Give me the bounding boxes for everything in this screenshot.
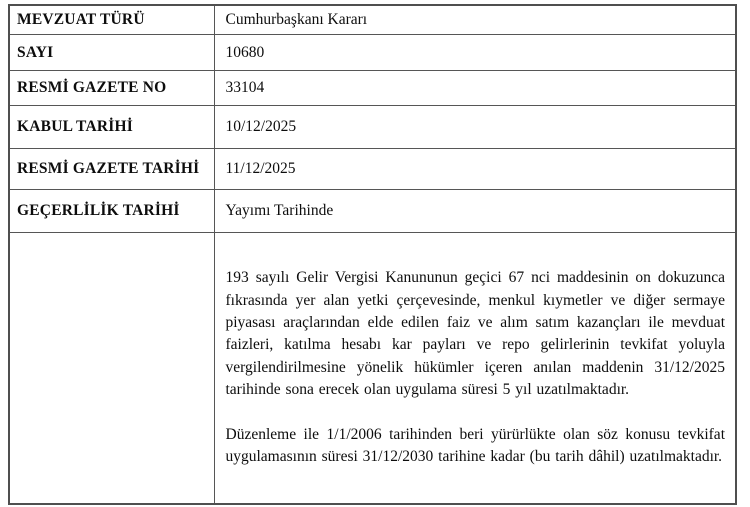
row-label-resmi-gazete-no: RESMİ GAZETE NO	[9, 70, 214, 105]
row-label-empty	[9, 232, 214, 504]
row-value-summary	[214, 232, 736, 504]
row-label-mevzuat-turu: MEVZUAT TÜRÜ	[9, 5, 214, 34]
row-label-kabul-tarihi: KABUL TARİHİ	[9, 105, 214, 148]
row-value-sayi: 10680	[214, 34, 736, 70]
table-row	[9, 105, 736, 148]
row-value-kabul-tarihi: 10/12/2025	[214, 105, 736, 148]
table-row	[9, 5, 736, 34]
table-row-summary	[9, 232, 736, 504]
legislation-metadata-table	[8, 4, 737, 505]
row-value-resmi-gazete-tarihi: 11/12/2025	[214, 148, 736, 189]
row-value-resmi-gazete-no: 33104	[214, 70, 736, 105]
row-value-mevzuat-turu: Cumhurbaşkanı Kararı	[214, 5, 736, 34]
table-row	[9, 34, 736, 70]
table-row	[9, 70, 736, 105]
row-label-sayi: SAYI	[9, 34, 214, 70]
summary-paragraph-2: Düzenleme ile 1/1/2006 tarihinden beri yürürlükte olan söz konusu tevkifat uygulamasının süresi 31/12/2030 tarihine kadar (bu tarih dâhil) uzatılmaktadır.	[225, 425, 725, 465]
table-row	[9, 189, 736, 232]
row-value-gecerlilik-tarihi: Yayımı Tarihinde	[214, 189, 736, 232]
summary-paragraph-1: 193 sayılı Gelir Vergisi Kanununun geçici 67 nci maddesinin on dokuzunca fıkrasında yer alan yetki çerçevesinde, menkul kıymetler ve diğer sermaye piyasası araçlarından elde edilen faiz ve alım satım kazançları ile mevduat faizleri, katılma hesabı kar payları ve repo gelirlerinin tevkifat yoluyla vergilendirilmesine yönelik hükümler içeren anılan maddenin 31/12/2025 tarihinde sona erecek olan uygulama süresi 5 yıl uzatılmaktadır.	[225, 269, 725, 399]
row-label-gecerlilik-tarihi: GEÇERLİLİK TARİHİ	[9, 189, 214, 232]
row-label-resmi-gazete-tarihi: RESMİ GAZETE TARİHİ	[9, 148, 214, 189]
table-row	[9, 148, 736, 189]
